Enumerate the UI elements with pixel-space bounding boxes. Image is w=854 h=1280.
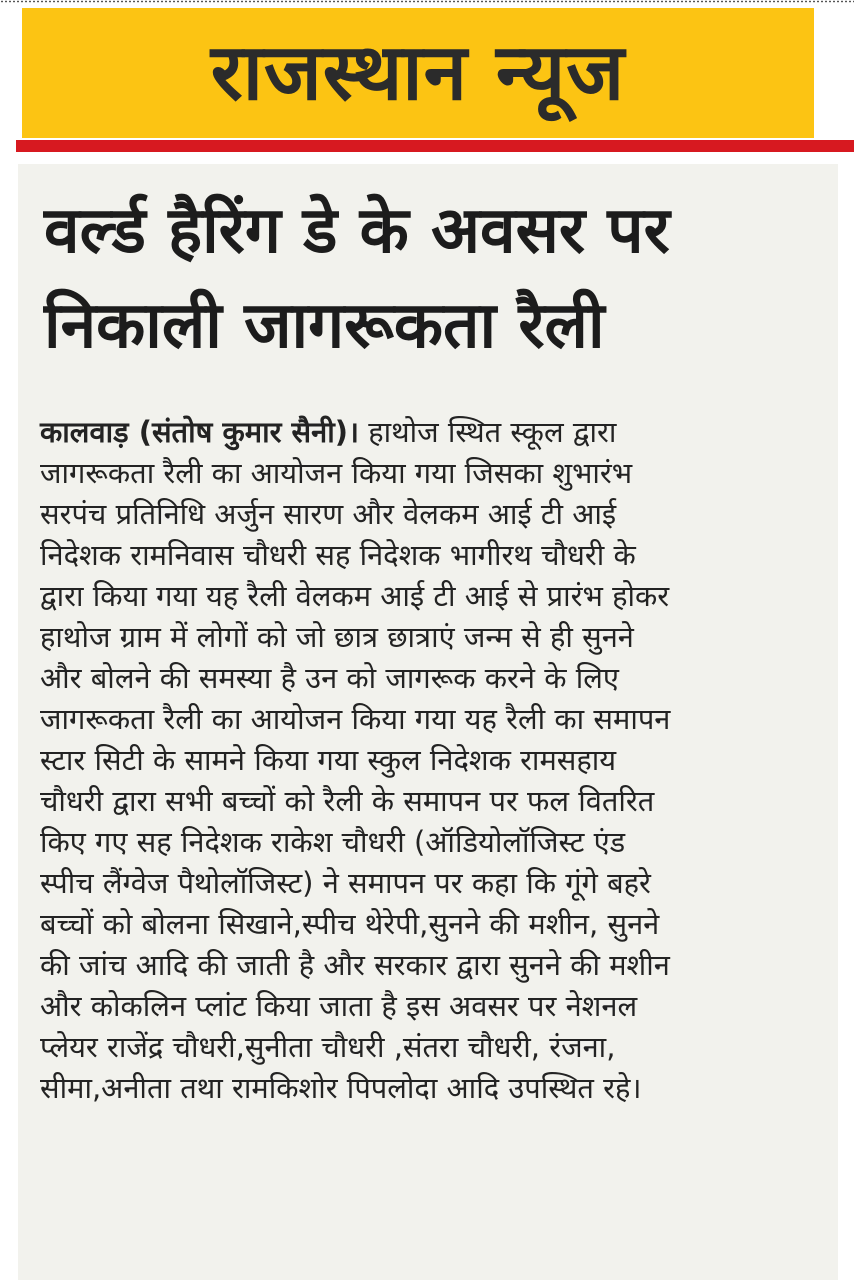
body-line: और बोलने की समस्या है उन को जागरूक करने के लिए <box>40 661 619 695</box>
body-line: निदेशक रामनिवास चौधरी सह निदेशक भागीरथ चौधरी के <box>40 538 636 572</box>
headline-line: निकाली जागरूकता रैली <box>44 289 605 363</box>
body-line: जागरूकता रैली का आयोजन किया गया जिसका शुभारंभ <box>40 456 633 490</box>
body-line: की जांच आदि की जाती है और सरकार द्वारा सुनने की मशीन <box>40 948 670 982</box>
body-line-text: हाथोज स्थित स्कूल द्वारा <box>359 415 617 449</box>
article-box <box>18 164 838 1280</box>
body-line: सीमा,अनीता तथा रामकिशोर पिपलोदा आदि उपस्थित रहे। <box>40 1071 642 1105</box>
body-line: चौधरी द्वारा सभी बच्चों को रैली के समापन पर फल वितरित <box>40 784 655 818</box>
body-line <box>40 412 830 453</box>
byline: कालवाड़ (संतोष कुमार सैनी)। <box>40 415 359 449</box>
body-line: स्पीच लैंग्वेज पैथोलॉजिस्ट) ने समापन पर कहा कि गूंगे बहरे <box>40 866 651 900</box>
body-line: स्टार सिटी के सामने किया गया स्कुल निदेशक रामसहाय <box>40 743 617 777</box>
headline-line: वर्ल्ड हैरिंग डे के अवसर पर <box>44 194 670 268</box>
body-line: प्लेयर राजेंद्र चौधरी,सुनीता चौधरी ,संतरा चौधरी, रंजना, <box>40 1030 616 1064</box>
body-line: जागरूकता रैली का आयोजन किया गया यह रैली का समापन <box>40 702 671 736</box>
body-line: किए गए सह निदेशक राकेश चौधरी (ऑडियोलॉजिस्ट एंड <box>40 825 626 859</box>
body-line: द्वारा किया गया यह रैली वेलकम आई टी आई से प्रारंभ होकर <box>40 579 670 613</box>
masthead-banner <box>22 8 814 138</box>
masthead-title: राजस्थान न्यूज <box>210 28 626 118</box>
body-line: और कोकलिन प्लांट किया जाता है इस अवसर पर नेशनल <box>40 989 638 1023</box>
body-line: बच्चों को बोलना सिखाने,स्पीच थेरेपी,सुनने की मशीन, सुनने <box>40 907 660 941</box>
top-dotted-border <box>0 0 854 3</box>
red-divider <box>16 140 854 152</box>
body-line: सरपंच प्रतिनिधि अर्जुन सारण और वेलकम आई टी आई <box>40 497 617 531</box>
article-headline <box>44 184 834 374</box>
body-line: हाथोज ग्राम में लोगों को जो छात्र छात्राएं जन्म से ही सुनने <box>40 620 634 654</box>
article-body <box>40 412 830 1109</box>
